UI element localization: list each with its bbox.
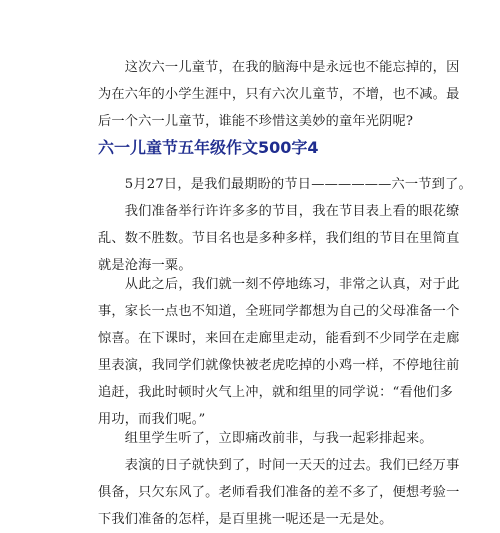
text-line: 里表演，我同学们就像快被老虎吃掉的小鸡一样，不停地往前 xyxy=(98,358,460,373)
text-line: 就是沧海一粟。 xyxy=(98,258,192,273)
intro-paragraph xyxy=(98,54,460,135)
paragraph-rehearsal xyxy=(98,425,433,452)
text-line: 表演的日子就快到了，时间一天天的过去。我们已经万事 xyxy=(98,458,460,473)
paragraph-performance-day xyxy=(98,452,460,533)
text-line: 事，家长一点也不知道，全班同学都想为自己的父母准备一个 xyxy=(98,304,460,319)
text-line: 俱备，只欠东风了。老师看我们准备的差不多了，便想考验一 xyxy=(98,485,460,500)
text-line: 用功，而我们呢。” xyxy=(98,412,206,427)
text-line: 组里学生听了，立即痛改前非，与我一起彩排起来。 xyxy=(98,431,433,446)
text-line: 5月27日，是我们最期盼的节日——————六一节到了。 xyxy=(98,177,472,192)
paragraph-practice xyxy=(98,271,460,433)
text-line: 追赶，我此时顿时火气上冲，就和组里的同学说：“看他们多 xyxy=(98,385,454,400)
text-line: 后一个六一儿童节，谁能不珍惜这美妙的童年光阴呢? xyxy=(98,114,414,129)
text-line: 乱、数不胜数。节目名也是多种多样，我们组的节目在里简直 xyxy=(98,231,460,246)
paragraph-date xyxy=(98,171,472,198)
text-line: 惊喜。在下课时，来回在走廊里走动，能看到不少同学在走廊 xyxy=(98,331,460,346)
text-line: 为在六年的小学生涯中，只有六次儿童节，不增，也不减。最 xyxy=(98,87,460,102)
text-line: 这次六一儿童节，在我的脑海中是永远也不能忘掉的，因 xyxy=(98,60,460,75)
text-line: 我们准备举行许许多多的节目，我在节目表上看的眼花缭 xyxy=(98,204,460,219)
section-heading: 六一儿童节五年级作文500字4 xyxy=(98,138,319,157)
text-line: 从此之后，我们就一刻不停地练习，非常之认真，对于此 xyxy=(98,277,460,292)
text-line: 下我们准备的怎样，是百里挑一呢还是一无是处。 xyxy=(98,512,393,527)
paragraph-program xyxy=(98,198,460,279)
